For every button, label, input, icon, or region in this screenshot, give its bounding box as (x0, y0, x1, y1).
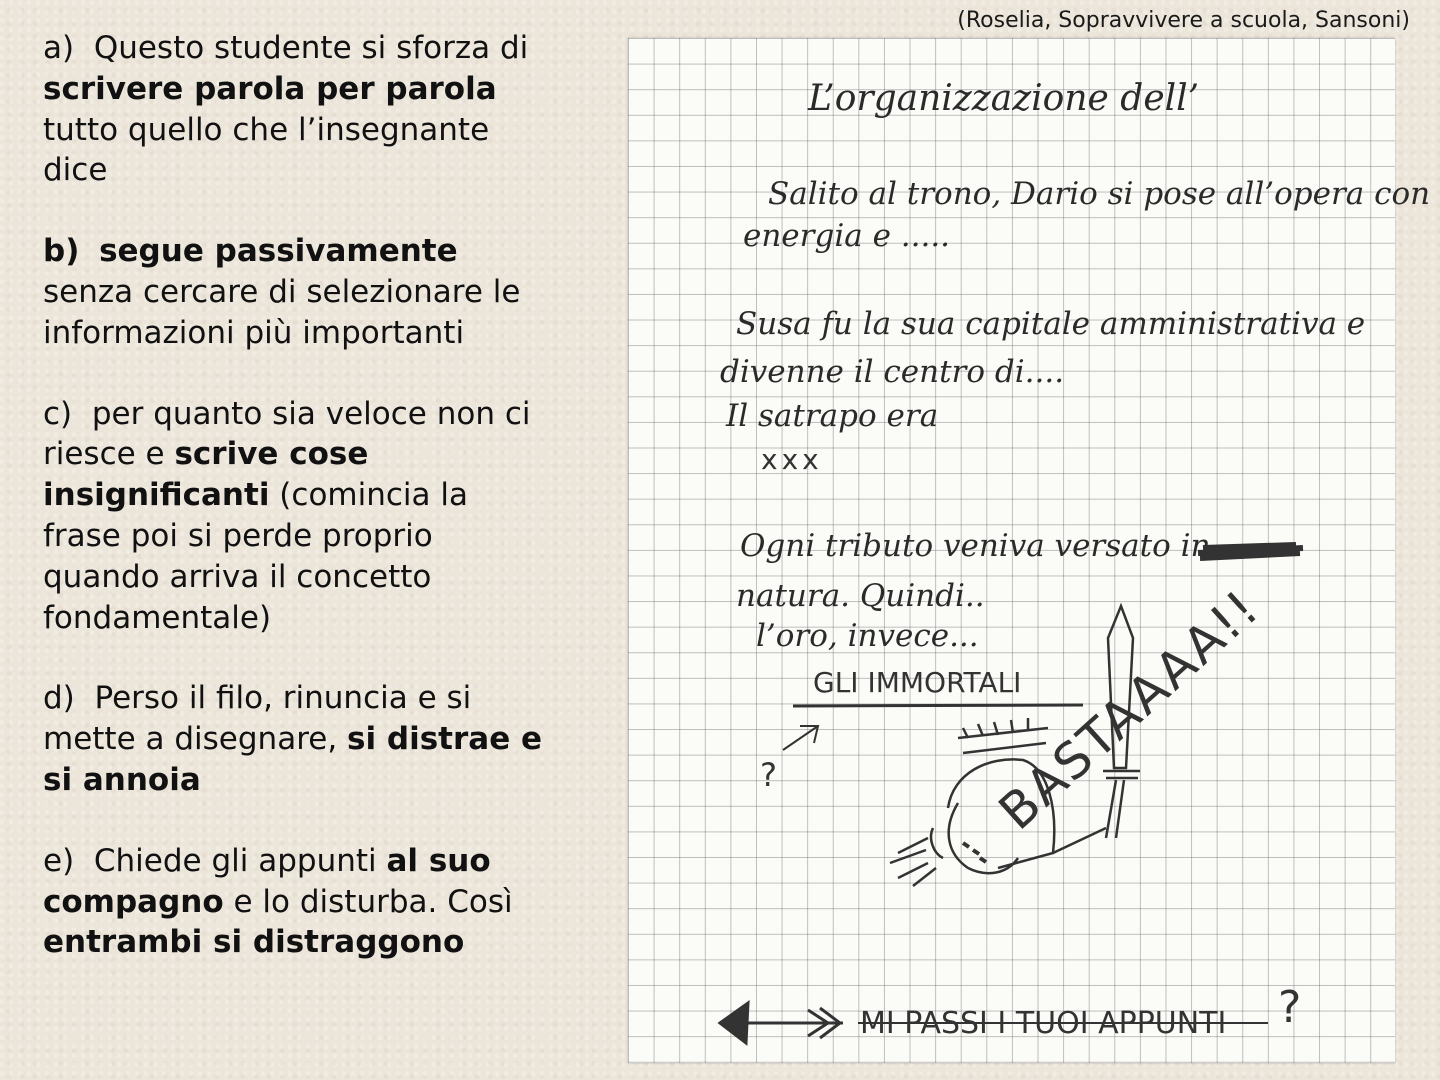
list-item-text: (comincia la frase poi si perde proprio quando arriva il concetto fondamentale) (43, 477, 468, 636)
list-item-emphasis: al suo compagno (43, 842, 491, 920)
list-item-a (43, 28, 543, 191)
heading-underline (793, 705, 1083, 706)
notebook-crosses: xxx (761, 443, 823, 476)
list-item-emphasis: entrambi si distraggono (43, 924, 465, 961)
list-item-e (43, 841, 543, 963)
list-item-c (43, 394, 543, 639)
list-item-b (43, 231, 543, 353)
source-citation: (Roselia, Sopravvivere a scuola, Sansoni) (957, 8, 1410, 33)
sword-icon (1103, 606, 1140, 838)
left-arrow-icon (720, 1003, 843, 1043)
footer-question-mark: ? (1278, 982, 1302, 1033)
list-item-d (43, 678, 543, 800)
list-item-letter: d) (43, 680, 75, 717)
question-mark-left: ? (760, 756, 777, 794)
list-item-letter: c) (43, 395, 73, 432)
notebook-line: l’oro, invece... (756, 618, 979, 654)
list-item-emphasis: si distrae e si annoia (43, 721, 543, 798)
shout-text: BASTAAAA!! (988, 578, 1271, 842)
notebook-line: energia e ..... (743, 218, 951, 254)
notebook-line: divenne il centro di.... (720, 354, 1065, 390)
notebook-line: Il satrapo era (726, 398, 939, 434)
list-item-text: senza cercare di selezionare le informazioni più importanti (43, 273, 521, 351)
notebook-line: natura. Quindi.. (736, 578, 985, 614)
list-item-text: tutto quello che l’insegnante dice (43, 111, 490, 189)
list-item-letter: e) (43, 842, 75, 879)
immortali-heading: GLI IMMORTALI (813, 666, 1022, 699)
notebook-page-image (628, 38, 1431, 1063)
notebook-line: Susa fu la sua capitale amministrativa e (736, 306, 1366, 342)
list-item-emphasis: segue passivamente (99, 233, 458, 270)
notebook-line: Salito al trono, Dario si pose all’opera con (768, 176, 1431, 212)
scribble-strikeout (1198, 545, 1303, 558)
behaviour-list (43, 28, 543, 1003)
notebook-title: L’organizzazione dell’ (808, 78, 1200, 119)
up-arrow-icon (783, 726, 818, 750)
list-item-text: Questo studente si sforza di (93, 30, 529, 66)
list-item-emphasis: scrive cose insignificanti (43, 436, 369, 514)
doodle-drawing (628, 38, 1395, 1063)
list-item-text: Chiede gli appunti (93, 842, 387, 879)
soldier-doodle-icon (890, 718, 1106, 886)
list-item-letter: b) (43, 233, 80, 270)
list-item-text: per quanto sia veloce non ci riesce e (43, 395, 531, 473)
list-item-text: e lo disturba. Così (223, 883, 513, 920)
list-item-letter: a) (43, 30, 75, 66)
list-item-emphasis: scrivere parola per parola (43, 70, 497, 107)
list-item-text: Perso il filo, rinuncia e si mette a disegnare, (43, 680, 472, 758)
notebook-line: Ogni tributo veniva versato in (740, 528, 1211, 564)
footer-request: MI PASSI I TUOI APPUNTI (860, 1006, 1227, 1041)
